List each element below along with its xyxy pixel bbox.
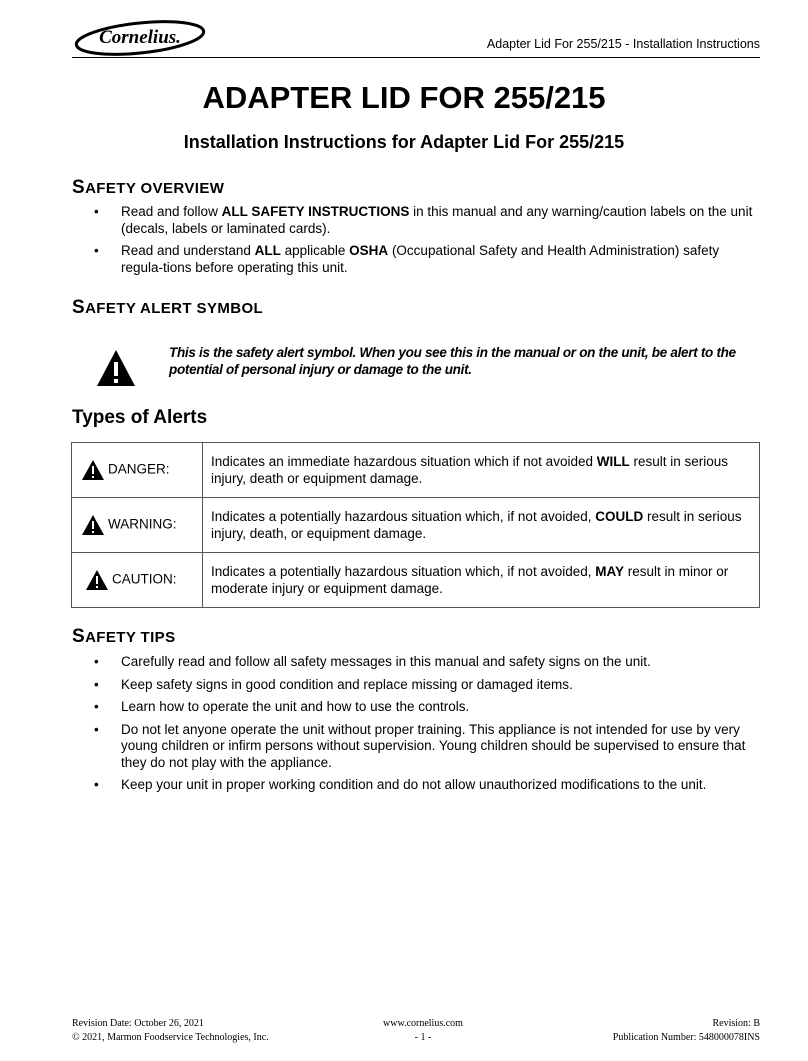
bullet-dot: • bbox=[94, 676, 99, 692]
alert-label: WARNING: bbox=[108, 516, 177, 532]
danger-icon bbox=[82, 460, 104, 480]
website-link[interactable]: www.cornelius.com bbox=[383, 1018, 463, 1029]
table-row bbox=[72, 498, 760, 553]
safety-alert-text: This is the safety alert symbol. When you see this in the manual or on the unit, be alert to the potential of personal injury or damage to the unit. bbox=[169, 345, 736, 377]
page-header bbox=[72, 14, 760, 58]
alert-label-cell bbox=[72, 498, 203, 553]
revision-date: Revision Date: October 26, 2021 bbox=[72, 1018, 204, 1029]
safety-alert-heading: SAFETY ALERT SYMBOL bbox=[72, 297, 264, 318]
alert-label: DANGER: bbox=[108, 461, 170, 477]
footer-right bbox=[613, 1017, 760, 1045]
alert-description: Indicates an immediate hazardous situation which if not avoided WILL result in serious injury, death or equipment damage. bbox=[203, 443, 760, 498]
alert-label-cell bbox=[72, 553, 203, 608]
bullet-dot: • bbox=[94, 654, 99, 669]
list-item: • Keep your unit in proper working condition and do not allow unauthorized modifications to the unit. bbox=[94, 777, 707, 792]
page-title: ADAPTER LID FOR 255/215 bbox=[202, 80, 606, 115]
bullet-dot: • bbox=[94, 243, 99, 258]
list-item: • Keep safety signs in good condition and replace missing or damaged items. bbox=[94, 676, 573, 692]
alert-description: Indicates a potentially hazardous situation which, if not avoided, MAY result in minor or moderate injury or equipment damage. bbox=[203, 553, 760, 608]
list-item: • Carefully read and follow all safety messages in this manual and safety signs on the unit. bbox=[94, 654, 651, 669]
page-number: - 1 - bbox=[414, 1032, 432, 1043]
cornelius-logo bbox=[72, 18, 208, 58]
bullet-dot: • bbox=[94, 204, 99, 219]
safety-tips-list bbox=[72, 654, 760, 800]
table-row bbox=[72, 443, 760, 498]
table-row bbox=[72, 553, 760, 608]
header-title: Adapter Lid For 255/215 - Installation Instructions bbox=[486, 37, 760, 51]
list-item: • Do not let anyone operate the unit without proper training. This appliance is not intended for use by very young children or infirm persons without supervision. Young children should be supervised to ensure that they do not play with the appliance. bbox=[94, 721, 746, 770]
bullet-dot: • bbox=[94, 777, 99, 792]
types-of-alerts-heading: Types of Alerts bbox=[72, 407, 208, 428]
list-item: • Read and follow ALL SAFETY INSTRUCTIONS in this manual and any warning/caution labels on the unit (decals, labels or laminated cards). bbox=[94, 204, 753, 236]
logo-text: Cornelius. bbox=[99, 27, 181, 48]
copyright: © 2021, Marmon Foodservice Technologies, Inc. bbox=[72, 1032, 269, 1043]
caution-icon bbox=[86, 570, 108, 590]
safety-tips-heading: SAFETY TIPS bbox=[72, 626, 176, 647]
list-item: • Read and understand ALL applicable OSHA (Occupational Safety and Health Administration) safety regula-tions before operating this unit. bbox=[94, 243, 720, 275]
alert-description: Indicates a potentially hazardous situation which, if not avoided, COULD result in serious injury, death, or equipment damage. bbox=[203, 498, 760, 553]
header-rule bbox=[72, 57, 760, 58]
alerts-table bbox=[71, 442, 760, 608]
safety-overview-list bbox=[72, 204, 760, 282]
bullet-dot: • bbox=[94, 699, 99, 714]
revision: Revision: B bbox=[712, 1018, 760, 1029]
alert-label-cell bbox=[72, 443, 203, 498]
page-subtitle: Installation Instructions for Adapter Lid For 255/215 bbox=[183, 132, 625, 152]
bullet-dot: • bbox=[94, 721, 99, 737]
list-item: • Learn how to operate the unit and how to use the controls. bbox=[94, 699, 470, 714]
alert-label: CAUTION: bbox=[112, 571, 177, 587]
warning-icon bbox=[82, 515, 104, 535]
publication-number: Publication Number: 548000078INS bbox=[612, 1032, 760, 1043]
safety-overview-heading: SAFETY OVERVIEW bbox=[72, 177, 225, 198]
safety-alert-icon bbox=[96, 348, 136, 388]
